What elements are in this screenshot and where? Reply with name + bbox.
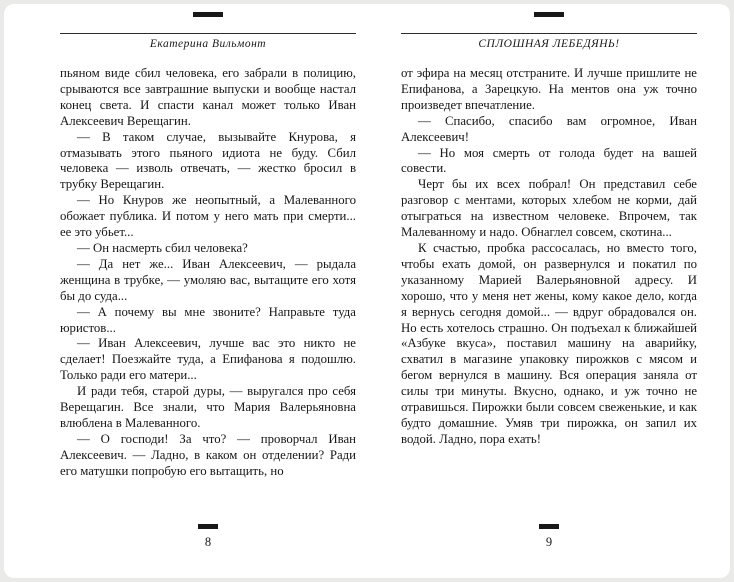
book-spread [4, 4, 730, 578]
paragraph: — Но Кнуров же неопытный, а Малеванного обожает публика. И потом у него мать при смерти... ее это убьет... [60, 193, 356, 240]
paragraph: Черт бы их всех побрал! Он представил себе разговор с ментами, которых хлебом не корми, дай отыграться на известном человеке. Впрочем, так Малеванному и надо. Обнаглел совсем, скотина... [401, 177, 697, 240]
header-rule [60, 33, 356, 34]
footer-ornament-bar [539, 524, 559, 529]
page-left-column [60, 4, 356, 578]
paragraph: — Он насмерть сбил человека? [77, 240, 248, 255]
paragraph: И ради тебя, старой дуры, — выругался про себя Верещагин. Все знали, что Мария Валерьяновна влюблена в Малеванного. [60, 384, 356, 430]
page-left-body [60, 66, 356, 516]
paragraph: — В таком случае, вызывайте Кнурова, я отмазывать этого пьяного идиота не буду. Сбил человека — изволь отвечать, — жестко бросил в трубку Верещагин. [60, 129, 356, 192]
running-head-author: Екатерина Вильмонт [149, 38, 267, 50]
page-right-column [401, 4, 697, 578]
paragraph: — Спасибо, спасибо вам огромное, Иван Алексеевич! [401, 113, 697, 144]
page-right-body [401, 66, 697, 516]
page-number-left: 8 [204, 535, 212, 549]
paragraph: — А почему вы мне звоните? Направьте туда юристов... [60, 304, 356, 335]
footer-ornament-bar [198, 524, 218, 529]
top-ornament-bar [193, 12, 223, 17]
page-right [367, 4, 730, 578]
paragraph: — Да нет же... Иван Алексеевич, — рыдала женщина в трубке, — умоляю вас, вытащите его хотя бы до суда... [60, 256, 356, 303]
paragraph: — О господи! За что? — проворчал Иван Алексеевич. — Ладно, в каком он отделении? Ради его матушки попробую его вытащить, но [60, 431, 356, 478]
running-head-title: СПЛОШНАЯ ЛЕБЕДЯНЬ! [478, 38, 620, 50]
page-left [4, 4, 367, 578]
paragraph: от эфира на месяц отстраните. И лучше пришлите не Епифанова, а Зарецкую. На ментов она уж точно произведет впечатление. [401, 66, 697, 112]
page-number-right: 9 [545, 535, 553, 549]
top-ornament-bar [534, 12, 564, 17]
paragraph: К счастью, пробка рассосалась, но вместо того, чтобы ехать домой, он развернулся и покатил по указанному Марией Валерьяновной адресу. И хорошо, что у меня нет жены, кому какое дело, когда я вернусь сегодня домой... — вдруг обрадовался он. Но есть хотелось страшно. Он подъехал к ближайшей «Азбуке вкуса», поставил машину на аварийку, схватил в магазине упаковку пирожков с мясом и бегом вернулся в машину. Вся операция заняла от силы три минуты. Вкусно, однако, и уж точно не отравишься. Пирожки были совсем свеженькие, и как будто домашние. Умяв три пирожка, он запил их водой. Ладно, пора ехать! [401, 240, 697, 446]
page-right-footer [401, 524, 697, 550]
header-rule [401, 33, 697, 34]
page-left-footer [60, 524, 356, 550]
paragraph: — Иван Алексеевич, лучше вас это никто не сделает! Поезжайте туда, а Епифанова я подошлю. Только ради его матери... [60, 336, 356, 383]
paragraph: — Но моя смерть от голода будет на вашей совести. [401, 145, 697, 176]
paragraph: пьяном виде сбил человека, его забрали в полицию, срываются все завтрашние выпуски и вообще настал конец света. И спасти канал может только Иван Алексеевич Верещагин. [60, 66, 356, 128]
